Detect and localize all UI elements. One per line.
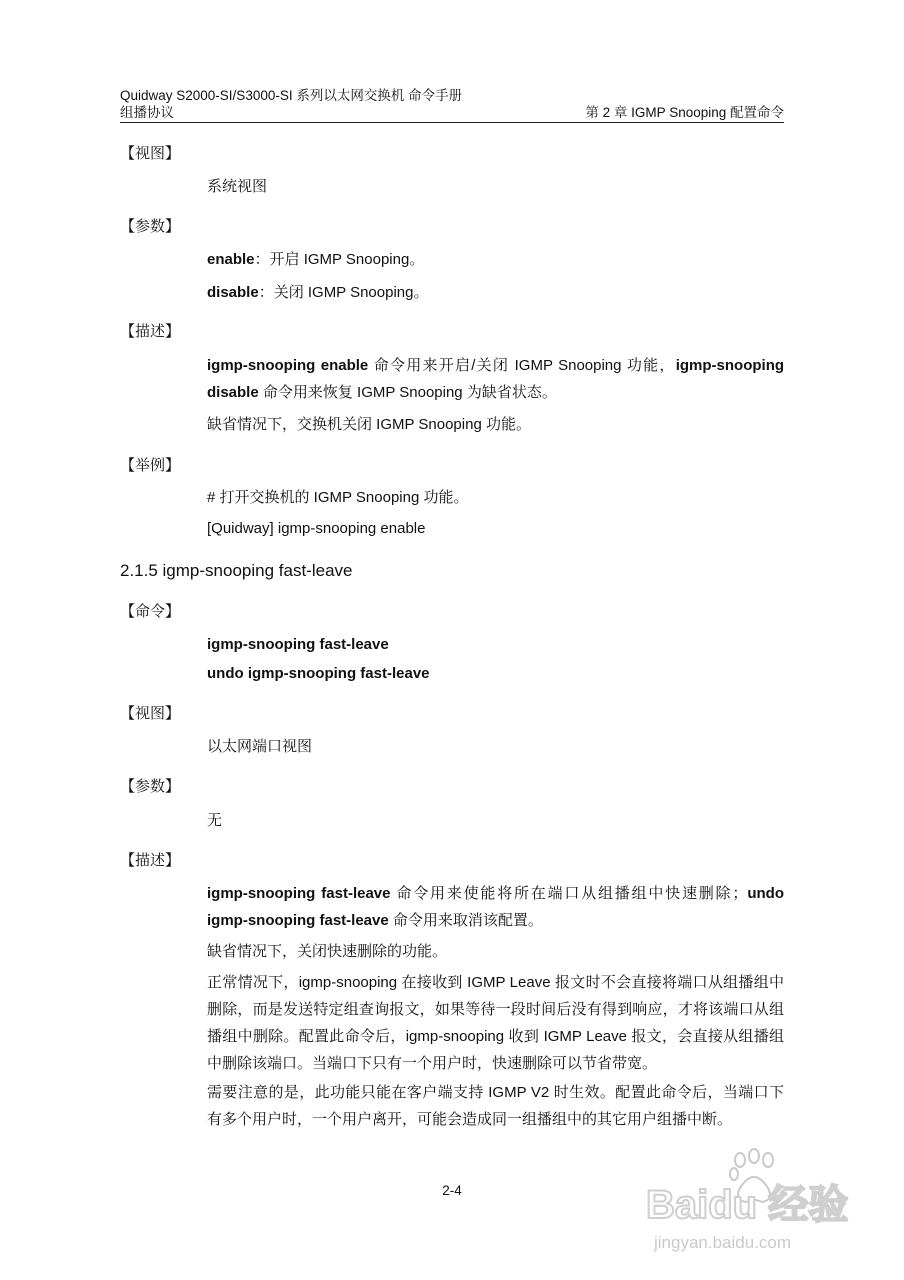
watermark-brand: Baidu 经验 [646, 1183, 849, 1227]
desc-label-2: 【描述】 [120, 852, 181, 869]
cmd-fast-leave: igmp-snooping fast-leave [207, 885, 391, 902]
param-enable-key: enable [207, 251, 255, 268]
param-disable [207, 282, 428, 303]
watermark-url: jingyan.baidu.com [654, 1233, 792, 1252]
desc-paragraph: igmp-snooping enable 命令用来开启/关闭 IGMP Snooping 功能，igmp-snooping disable 命令用来恢复 IGMP Snooping 为缺省状态。 [207, 357, 785, 401]
command-label: 【命令】 [120, 603, 181, 620]
desc-label: 【描述】 [120, 323, 181, 340]
desc-normal-behavior: 正常情况下，igmp-snooping 在接收到 IGMP Leave 报文时不会直接将端口从组播组中删除，而是发送特定组查询报文，如果等待一段时间后没有得到响应，才将该端口从组播组中删除。配置此命令后，igmp-snooping 收到 IGMP Leave 报文，会直接从组播组中删除该端口。当端口下只有一个用户时，快速删除可以节省带宽。 [207, 974, 784, 1072]
params-label-2: 【参数】 [120, 778, 181, 795]
params-label: 【参数】 [120, 218, 181, 235]
example-command: [Quidway] igmp-snooping enable [207, 520, 426, 537]
desc-paragraph-2: igmp-snooping fast-leave 命令用来使能将所在端口从组播组中快速删除；undo igmp-snooping fast-leave 命令用来取消该配置。 [207, 885, 784, 929]
view-label-2: 【视图】 [120, 705, 181, 722]
desc-default-2: 缺省情况下，关闭快速删除的功能。 [207, 943, 448, 960]
desc-note: 需要注意的是，此功能只能在客户端支持 IGMP V2 时生效。配置此命令后，当端口下有多个用户时，一个用户离开，可能会造成同一组播组中的其它用户组播中断。 [207, 1084, 784, 1128]
cmd-enable: igmp-snooping enable [207, 357, 369, 374]
example-label: 【举例】 [120, 457, 181, 474]
cmd-disable: igmp-snooping disable [207, 357, 785, 401]
header-chapter-group: 组播协议 [120, 105, 174, 120]
example-comment: # 打开交换机的 IGMP Snooping 功能。 [207, 489, 469, 506]
param-enable [207, 249, 424, 270]
param-enable-desc: ：开启 IGMP Snooping。 [254, 251, 425, 268]
desc-default: 缺省情况下，交换机关闭 IGMP Snooping 功能。 [207, 416, 531, 433]
header-title: Quidway S2000-SI/S3000-SI 系列以太网交换机 命令手册 [120, 88, 463, 103]
section-heading: 2.1.5 igmp-snooping fast-leave [120, 561, 353, 580]
command-fast-leave: igmp-snooping fast-leave [207, 636, 389, 653]
params-value-2: 无 [207, 812, 223, 829]
param-disable-desc: ：关闭 IGMP Snooping。 [258, 284, 429, 301]
header-rule [120, 122, 784, 123]
view-label: 【视图】 [120, 145, 181, 162]
command-undo-fast-leave: undo igmp-snooping fast-leave [207, 665, 430, 682]
header-chapter-title: 第 2 章 IGMP Snooping 配置命令 [585, 105, 784, 120]
param-disable-key: disable [207, 284, 259, 301]
page-number: 2-4 [442, 1183, 462, 1198]
cmd-undo-fast-leave: undo igmp-snooping fast-leave [207, 885, 784, 929]
view-value-2: 以太网端口视图 [207, 738, 313, 755]
baidu-watermark-logo [628, 1140, 868, 1260]
view-value: 系统视图 [207, 178, 268, 195]
